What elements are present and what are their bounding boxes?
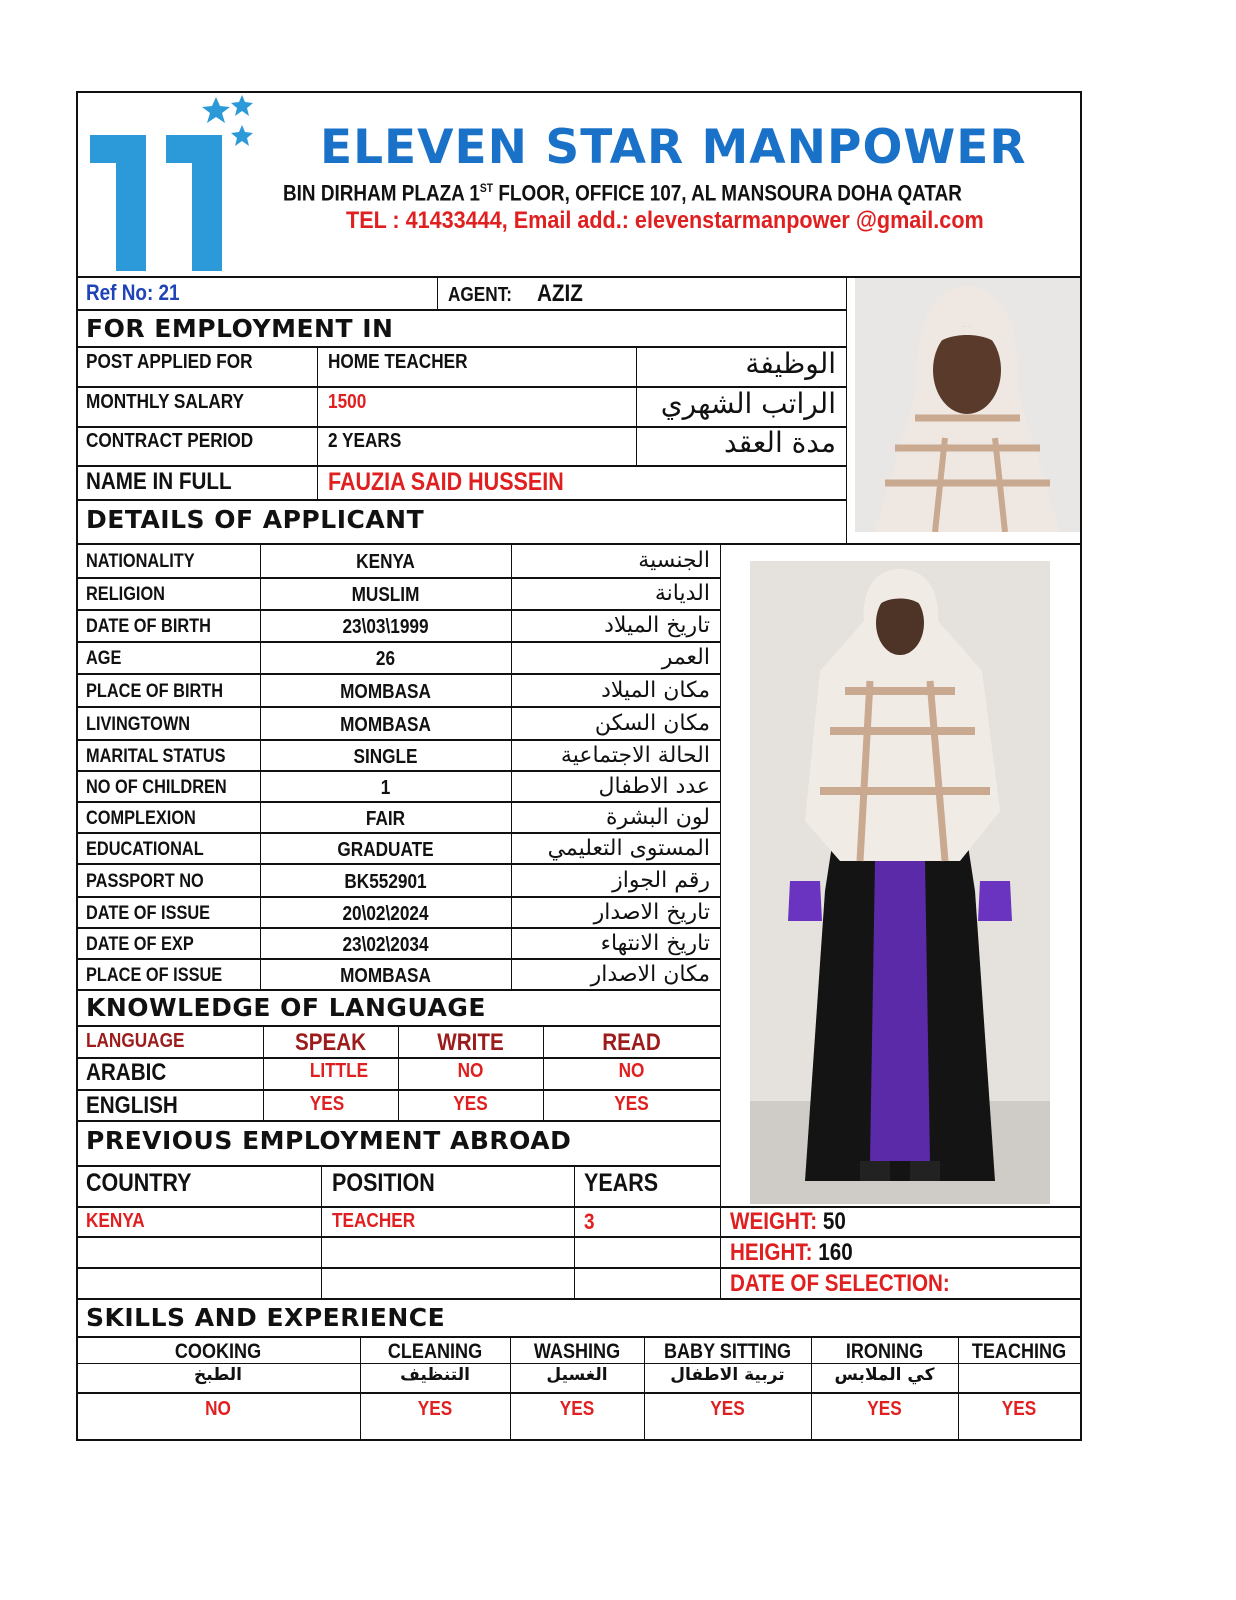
skill-value: YES	[1001, 1398, 1037, 1420]
skill-value: YES	[417, 1398, 453, 1420]
detail-label: PLACE OF BIRTH	[86, 681, 224, 702]
height-value: 160	[818, 1239, 853, 1266]
detail-label: NO OF CHILDREN	[86, 777, 227, 798]
detail-arabic: تاريخ الميلاد	[604, 613, 710, 638]
detail-value: 23\02\2034	[342, 934, 429, 956]
write-col-header: WRITE	[437, 1029, 504, 1056]
portrait-photo	[855, 278, 1080, 532]
language-name: ENGLISH	[86, 1092, 178, 1119]
salary-label: MONTHLY SALARY	[86, 391, 245, 413]
skill-value: YES	[559, 1398, 595, 1420]
speak-col-header: SPEAK	[294, 1029, 367, 1056]
language-name: ARABIC	[86, 1059, 167, 1086]
detail-label: EDUCATIONAL	[86, 839, 204, 860]
detail-label: PLACE OF ISSUE	[86, 965, 223, 986]
salary-arabic: الراتب الشهري	[660, 387, 836, 420]
employment-heading: FOR EMPLOYMENT IN	[86, 314, 394, 343]
details-heading: DETAILS OF APPLICANT	[86, 505, 425, 534]
detail-arabic: تاريخ الانتهاء	[600, 931, 710, 956]
company-name: ELEVEN STAR MANPOWER	[320, 120, 1027, 175]
weight-value: 50	[822, 1208, 846, 1235]
post-applied-arabic: الوظيفة	[745, 347, 836, 380]
detail-arabic: عدد الاطفال	[598, 774, 710, 799]
language-write: NO	[457, 1060, 484, 1082]
previous-years: 3	[584, 1209, 595, 1234]
date-of-selection-label: DATE OF SELECTION:	[730, 1270, 950, 1297]
language-col-header: LANGUAGE	[86, 1030, 185, 1052]
language-read: NO	[618, 1060, 645, 1082]
address-part: BIN DIRHAM PLAZA 1	[283, 180, 480, 206]
detail-label: DATE OF BIRTH	[86, 616, 211, 637]
skill-name: TEACHING	[971, 1340, 1067, 1363]
weight-label: WEIGHT:	[730, 1208, 818, 1235]
skill-arabic: الطبخ	[194, 1365, 242, 1385]
detail-arabic: رقم الجواز	[612, 868, 710, 893]
detail-label: DATE OF EXP	[86, 934, 194, 955]
detail-value: 20\02\2024	[342, 903, 429, 925]
salary-value: 1500	[328, 391, 367, 413]
detail-arabic: العمر	[661, 645, 710, 670]
ref-number: Ref No: 21	[86, 280, 180, 305]
years-col-header: YEARS	[584, 1169, 659, 1197]
skill-name: IRONING	[845, 1340, 924, 1363]
detail-arabic: الحالة الاجتماعية	[560, 743, 710, 768]
address-part: FLOOR, OFFICE 107, AL MANSOURA DOHA QATAR	[493, 180, 962, 206]
detail-arabic: لون البشرة	[606, 805, 710, 830]
detail-value: BK552901	[344, 871, 427, 893]
contract-value: 2 YEARS	[328, 430, 402, 452]
detail-arabic: مكان الاصدار	[590, 962, 710, 987]
contract-label: CONTRACT PERIOD	[86, 430, 254, 452]
detail-label: COMPLEXION	[86, 808, 196, 829]
detail-label: AGE	[86, 648, 122, 669]
language-read: YES	[614, 1093, 649, 1115]
weight-field	[730, 1210, 846, 1234]
skills-heading: SKILLS AND EXPERIENCE	[86, 1303, 446, 1332]
skill-arabic: التنظيف	[400, 1365, 470, 1385]
skill-name: CLEANING	[387, 1340, 483, 1363]
detail-arabic: الديانة	[654, 581, 710, 606]
detail-arabic: مكان الميلاد	[601, 678, 710, 703]
detail-arabic: مكان السكن	[594, 711, 710, 736]
detail-value: MOMBASA	[340, 714, 431, 736]
detail-value: FAIR	[365, 808, 406, 830]
detail-value: KENYA	[356, 551, 415, 573]
agent-label: AGENT:	[448, 284, 513, 306]
skill-value: NO	[205, 1398, 231, 1420]
contract-arabic: مدة العقد	[724, 426, 836, 459]
detail-value: MOMBASA	[340, 681, 431, 703]
detail-value: 23\03\1999	[342, 616, 429, 638]
detail-arabic: الجنسية	[638, 548, 710, 573]
name-value: FAUZIA SAID HUSSEIN	[328, 468, 564, 496]
detail-value: GRADUATE	[337, 839, 434, 861]
detail-label: DATE OF ISSUE	[86, 903, 211, 924]
language-speak: LITTLE	[309, 1060, 369, 1082]
company-address	[283, 182, 962, 204]
skill-value: YES	[710, 1398, 745, 1420]
language-speak: YES	[309, 1093, 345, 1115]
previous-position: TEACHER	[332, 1210, 416, 1232]
detail-value: SINGLE	[353, 746, 418, 768]
position-col-header: POSITION	[332, 1169, 435, 1197]
detail-value: 26	[375, 648, 396, 670]
language-heading: KNOWLEDGE OF LANGUAGE	[86, 993, 486, 1022]
skill-name: COOKING	[174, 1340, 262, 1363]
height-label: HEIGHT:	[730, 1239, 813, 1266]
skill-name: BABY SITTING	[663, 1340, 792, 1363]
country-col-header: COUNTRY	[86, 1169, 192, 1197]
detail-label: NATIONALITY	[86, 551, 195, 572]
detail-arabic: تاريخ الاصدار	[593, 900, 710, 925]
detail-label: MARITAL STATUS	[86, 746, 226, 767]
agent-value: AZIZ	[537, 280, 583, 307]
skill-arabic: الغسيل	[546, 1365, 608, 1385]
detail-value: MOMBASA	[340, 965, 431, 987]
name-label: NAME IN FULL	[86, 468, 232, 495]
skill-name: WASHING	[533, 1340, 621, 1363]
height-field	[730, 1241, 853, 1265]
post-applied-label: POST APPLIED FOR	[86, 351, 253, 373]
detail-label: PASSPORT NO	[86, 871, 204, 892]
company-logo	[86, 95, 256, 273]
address-superscript: ST	[479, 181, 494, 195]
read-col-header: READ	[602, 1029, 661, 1056]
detail-label: LIVINGTOWN	[86, 714, 191, 735]
previous-country: KENYA	[86, 1210, 145, 1232]
company-contact: TEL : 41433444, Email add.: elevenstarmanpower @gmail.com	[346, 207, 984, 234]
skill-value: YES	[867, 1398, 902, 1420]
post-applied-value: HOME TEACHER	[328, 351, 468, 373]
full-body-photo	[750, 561, 1050, 1204]
skill-arabic: تربية الاطفال	[670, 1365, 785, 1385]
detail-label: RELIGION	[86, 584, 165, 605]
skill-arabic: كي الملابس	[834, 1365, 935, 1385]
detail-arabic: المستوى التعليمي	[547, 836, 710, 861]
detail-value: MUSLIM	[351, 584, 420, 606]
language-write: YES	[453, 1093, 488, 1115]
previous-heading: PREVIOUS EMPLOYMENT ABROAD	[86, 1126, 572, 1155]
detail-value: 1	[380, 777, 391, 799]
